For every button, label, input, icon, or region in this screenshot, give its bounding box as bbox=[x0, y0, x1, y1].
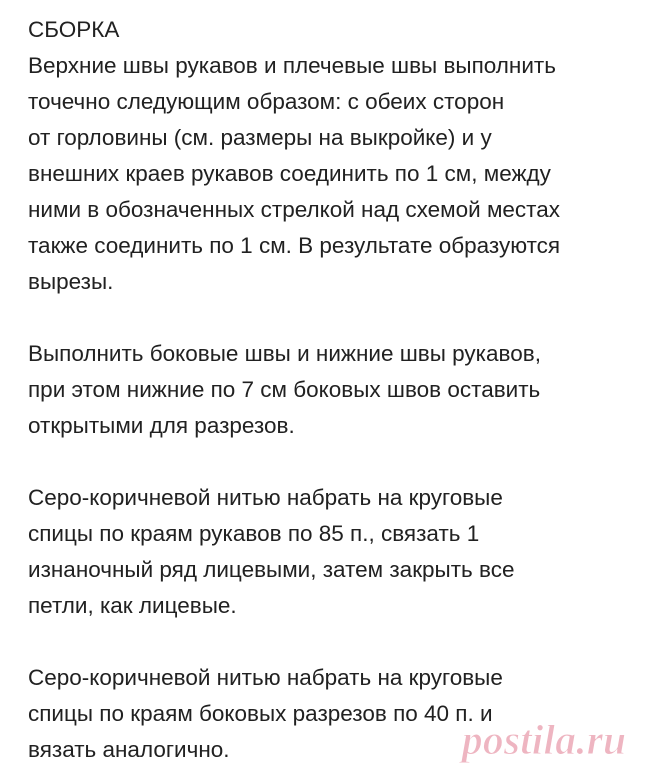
paragraph-line: спицы по краям рукавов по 85 п., связать 1 bbox=[28, 521, 480, 546]
paragraph-spacer bbox=[28, 300, 638, 336]
document-heading: СБОРКА bbox=[28, 17, 120, 42]
paragraph-spacer bbox=[28, 624, 638, 660]
paragraph-sleeve-edges bbox=[28, 480, 638, 624]
paragraph-line: Верхние швы рукавов и плечевые швы выполнить bbox=[28, 53, 556, 78]
paragraph-line: Серо-коричневой нитью набрать на круговые bbox=[28, 485, 503, 510]
paragraph-line: внешних краев рукавов соединить по 1 см, между bbox=[28, 161, 551, 186]
paragraph-line: Серо-коричневой нитью набрать на круговые bbox=[28, 665, 503, 690]
paragraph-assembly-seams bbox=[28, 48, 638, 300]
paragraph-side-seams bbox=[28, 336, 638, 444]
paragraph-spacer bbox=[28, 444, 638, 480]
paragraph-line: также соединить по 1 см. В результате образуются bbox=[28, 233, 561, 258]
paragraph-line: при этом нижние по 7 см боковых швов оставить bbox=[28, 377, 541, 402]
postila-watermark bbox=[436, 714, 652, 766]
paragraph-line: спицы по краям боковых разрезов по 40 п. и bbox=[28, 701, 493, 726]
paragraph-line: вырезы. bbox=[28, 269, 114, 294]
document-body bbox=[28, 12, 638, 768]
paragraph-line: петли, как лицевые. bbox=[28, 593, 237, 618]
watermark-text: postila.ru bbox=[461, 718, 627, 764]
paragraph-line: Выполнить боковые швы и нижние швы рукавов, bbox=[28, 341, 541, 366]
paragraph-line: от горловины (см. размеры на выкройке) и у bbox=[28, 125, 492, 150]
paragraph-line: изнаночный ряд лицевыми, затем закрыть все bbox=[28, 557, 515, 582]
paragraph-line: точечно следующим образом: с обеих сторон bbox=[28, 89, 505, 114]
paragraph-line: открытыми для разрезов. bbox=[28, 413, 295, 438]
paragraph-line: ними в обозначенных стрелкой над схемой местах bbox=[28, 197, 560, 222]
paragraph-line: вязать аналогично. bbox=[28, 737, 230, 762]
